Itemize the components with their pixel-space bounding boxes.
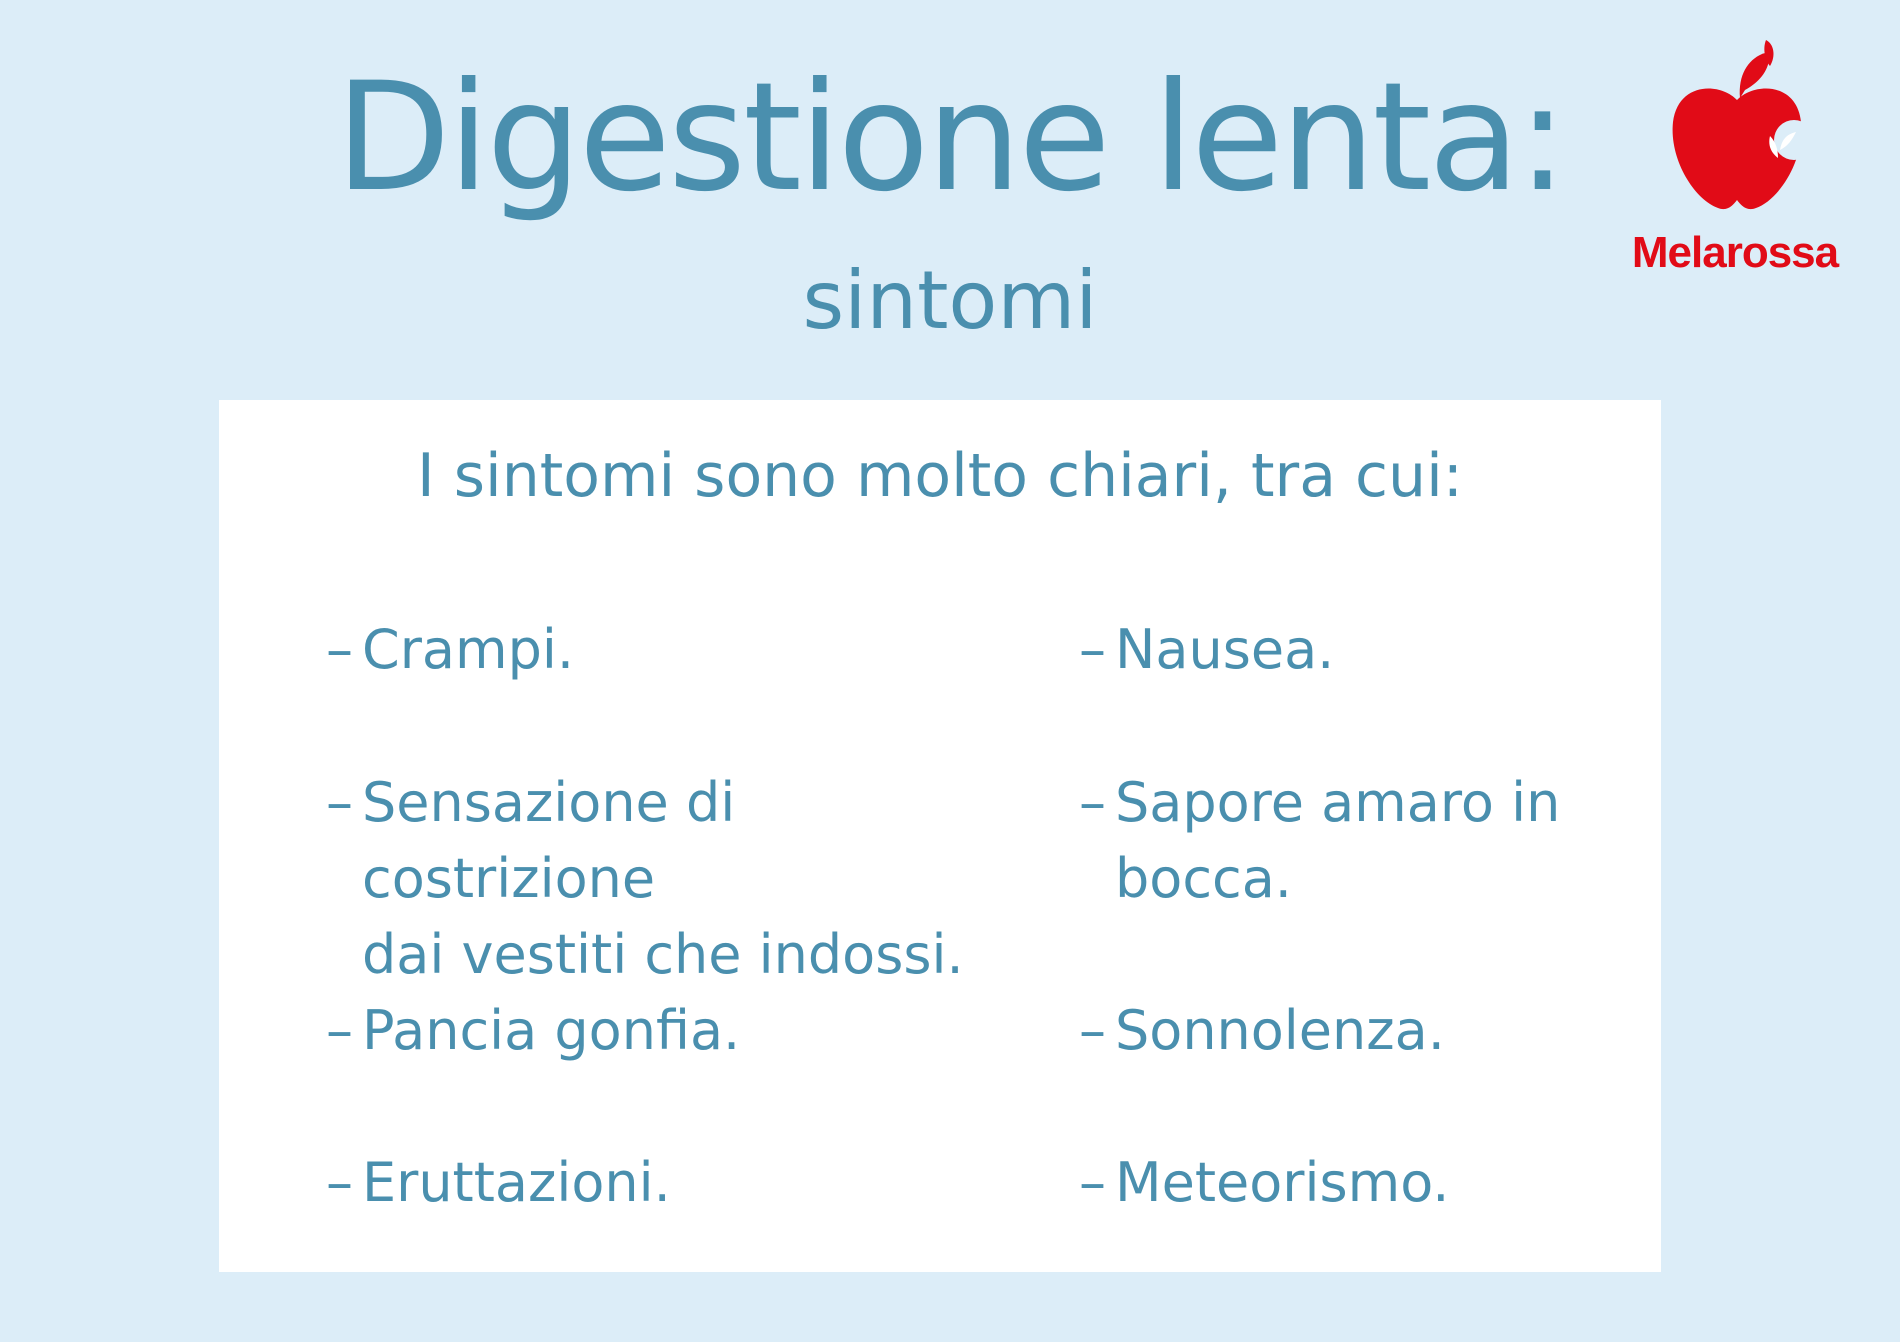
list-item — [1079, 765, 1675, 917]
melarossa-logo — [1625, 40, 1845, 280]
list-item-line: Sensazione di costrizione — [362, 771, 736, 910]
list-dash: – — [326, 771, 353, 834]
list-item-line: Crampi. — [362, 618, 575, 681]
list-dash: – — [1079, 618, 1106, 681]
list-item-line: Pancia gonfia. — [362, 999, 741, 1062]
list-item-line: Sapore amaro in — [1115, 771, 1561, 834]
list-item-line: Eruttazioni. — [362, 1151, 671, 1214]
list-item-line: dai vestiti che indossi. — [362, 923, 964, 986]
list-dash: – — [326, 999, 353, 1062]
list-item-line: Nausea. — [1115, 618, 1335, 681]
intro-text: I sintomi sono molto chiari, tra cui: — [417, 441, 1463, 511]
page-subtitle: sintomi — [802, 254, 1098, 347]
list-item-line: bocca. — [1115, 847, 1292, 910]
list-dash: – — [326, 1151, 353, 1214]
list-item — [1079, 1145, 1675, 1221]
brand-name: Melarossa — [1631, 228, 1839, 277]
list-item — [326, 612, 1002, 688]
list-item — [1079, 993, 1675, 1069]
list-item — [1079, 612, 1675, 688]
list-item-line: Sonnolenza. — [1115, 999, 1445, 1062]
list-item-line: Meteorismo. — [1115, 1151, 1450, 1214]
list-item — [326, 765, 1002, 993]
page-title: Digestione lenta: — [335, 51, 1565, 225]
list-dash: – — [1079, 999, 1106, 1062]
red-apple-icon — [1670, 40, 1805, 215]
list-dash: – — [1079, 771, 1106, 834]
symptoms-card — [219, 400, 1661, 1272]
list-item — [326, 993, 1002, 1069]
list-dash: – — [326, 618, 353, 681]
list-item — [326, 1145, 1002, 1221]
list-dash: – — [1079, 1151, 1106, 1214]
